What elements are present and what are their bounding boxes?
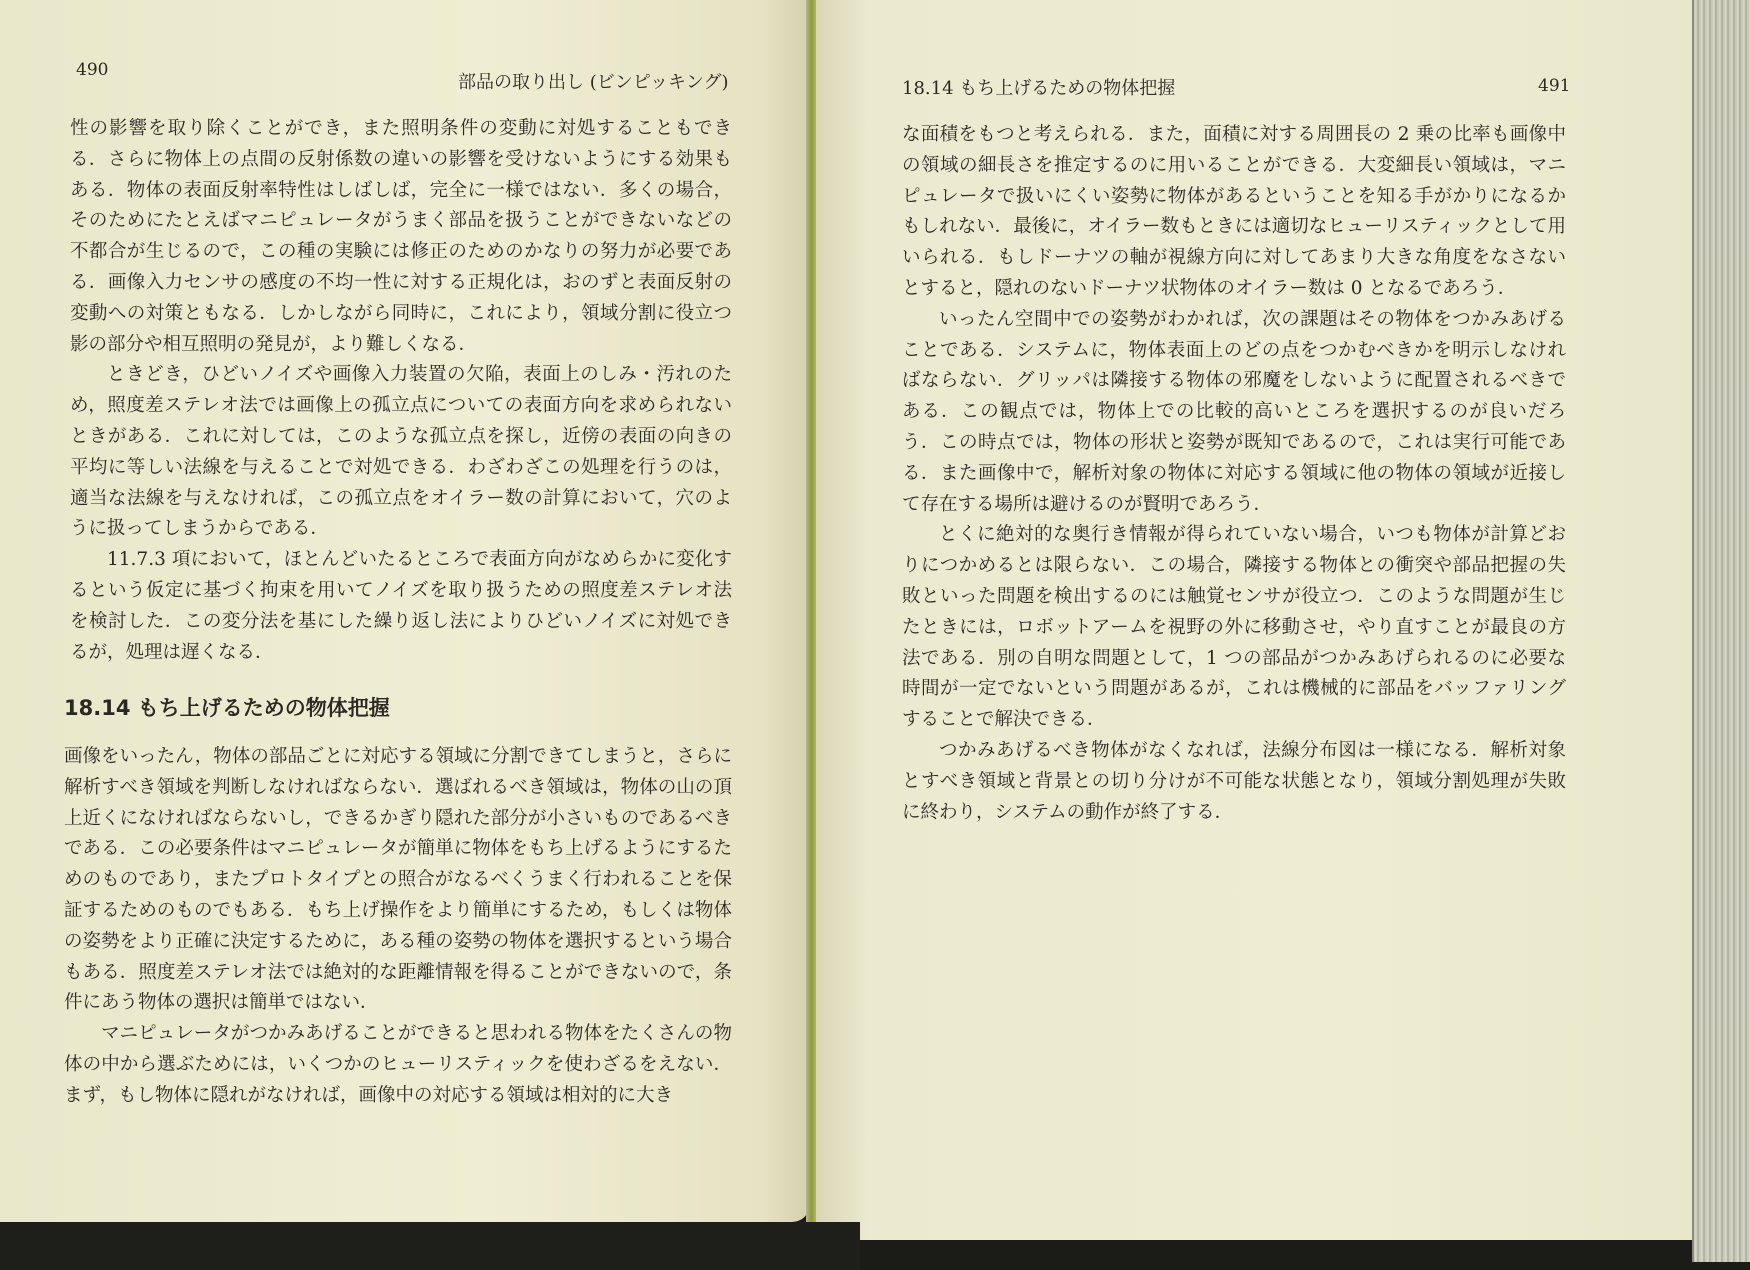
paragraph: マニピュレータがつかみあげることができると思われる物体をたくさんの物体の中から選ぶためには，いくつかのヒューリスティックを使わざるをえない．まず，もし物体に隠れがなければ，画像中の対応する領域は相対的に大き <box>64 1023 732 1106</box>
right-page <box>816 0 1696 1240</box>
page-edges <box>1692 0 1750 1262</box>
paragraph: いったん空間中での姿勢がわかれば，次の課題はその物体をつかみあげることである．システムに，物体表面上のどの点をつかむべきかを明示しなければならない．グリッパは隣接する物体の邪魔をしないように配置されるべきである．この観点では，物体上での比較的高いところを選択するのが良いだろう．この時点では，物体の形状と姿勢が既知であるので，これは実行可能である．また画像中で，解析対象の物体に対応する領域に他の物体の領域が近接して存在する場所は避けるのが賢明であろう． <box>902 308 1566 515</box>
section-heading: 18.14 もち上げるための物体把握 <box>64 696 390 720</box>
paragraph: な面積をもつと考えられる．また，面積に対する周囲長の 2 乗の比率も画像中の領域の細長さを推定するのに用いることができる．大変細長い領域は，マニピュレータで扱いにくい姿勢に物体があるということを知る手がかりになるかもしれない．最後に，オイラー数もときには適切なヒューリスティックとして用いられる．もしドーナツの軸が視線方向に対してあまり大きな角度をなさないとすると，隠れのないドーナツ状物体のオイラー数は 0 となるであろう． <box>902 124 1566 299</box>
running-header: 部品の取り出し (ビンピッキング) <box>458 72 729 93</box>
left-page <box>0 0 810 1222</box>
paragraph: ときどき，ひどいノイズや画像入力装置の欠陥，表面上のしみ・汚れのため，照度差ステレオ法では画像上の孤立点についての表面方向を求められないときがある．これに対しては，このような孤立点を探し，近傍の表面の向きの平均に等しい法線を与えることで対処できる．わざわざこの処理を行うのは，適当な法線を与えなければ，この孤立点をオイラー数の計算において，穴のように扱ってしまうからである． <box>70 364 732 540</box>
paragraph: 11.7.3 項において，ほとんどいたるところで表面方向がなめらかに変化するという仮定に基づく拘束を用いてノイズを取り扱うための照度差ステレオ法を検討した．この変分法を基にした繰り返し法によりひどいノイズに対処できるが，処理は遅くなる． <box>70 549 732 663</box>
running-header: 18.14 もち上げるための物体把握 <box>902 78 1176 99</box>
body-text <box>64 742 732 1112</box>
page-number: 490 <box>76 60 109 80</box>
paragraph: 画像をいったん，物体の部品ごとに対応する領域に分割できてしまうと，さらに解析すべき領域を判断しなければならない．選ばれるべき領域は，物体の山の頂上近くになければならないし，できるかぎり隠れた部分が小さいものであるべきである．この必要条件はマニピュレータが簡単に物体をもち上げるようにするためのものであり，またプロトタイプとの照合がなるべくうまく行われることを保証するためのものでもある．もち上げ操作をより簡単にするため，もしくは物体の姿勢をより正確に決定するために，ある種の姿勢の物体を選択するという場合もある．照度差ステレオ法では絶対的な距離情報を得ることができないので，条件にあう物体の選択は簡単ではない． <box>64 746 732 1014</box>
paragraph: つかみあげるべき物体がなくなれば，法線分布図は一様になる．解析対象とすべき領域と背景との切り分けが不可能な状態となり，領域分割処理が失敗に終わり，システムの動作が終了する． <box>902 739 1566 823</box>
background-shadow <box>0 1222 860 1270</box>
page-number: 491 <box>1538 76 1571 96</box>
body-text <box>902 120 1566 828</box>
paragraph: 性の影響を取り除くことができ，また照明条件の変動に対処することもできる．さらに物体上の点間の反射係数の違いの影響を受けないようにする効果もある．物体の表面反射率特性はしばしば，完全に一様ではない．多くの場合，そのためにたとえばマニピュレータがうまく部品を扱うことができないなどの不都合が生じるので，この種の実験には修正のためのかなりの努力が必要である．画像入力センサの感度の不均一性に対する正規化は，おのずと表面反射の変動への対策ともなる．しかしながら同時に，これにより，領域分割に役立つ影の部分や相互照明の発見が，より難しくなる． <box>70 118 732 355</box>
paragraph: とくに絶対的な奥行き情報が得られていない場合，いつも物体が計算どおりにつかめるとは限らない．この場合，隣接する物体との衝突や部品把握の失敗といった問題を検出するのには触覚センサが役立つ．このような問題が生じたときには，ロボットアームを視野の外に移動させ，やり直すことが最良の方法である．別の自明な問題として，1 つの部品がつかみあげられるのに必要な時間が一定でないという問題があるが，これは機械的に部品をバッファリングすることで解決できる． <box>902 524 1566 731</box>
body-text <box>70 114 732 668</box>
